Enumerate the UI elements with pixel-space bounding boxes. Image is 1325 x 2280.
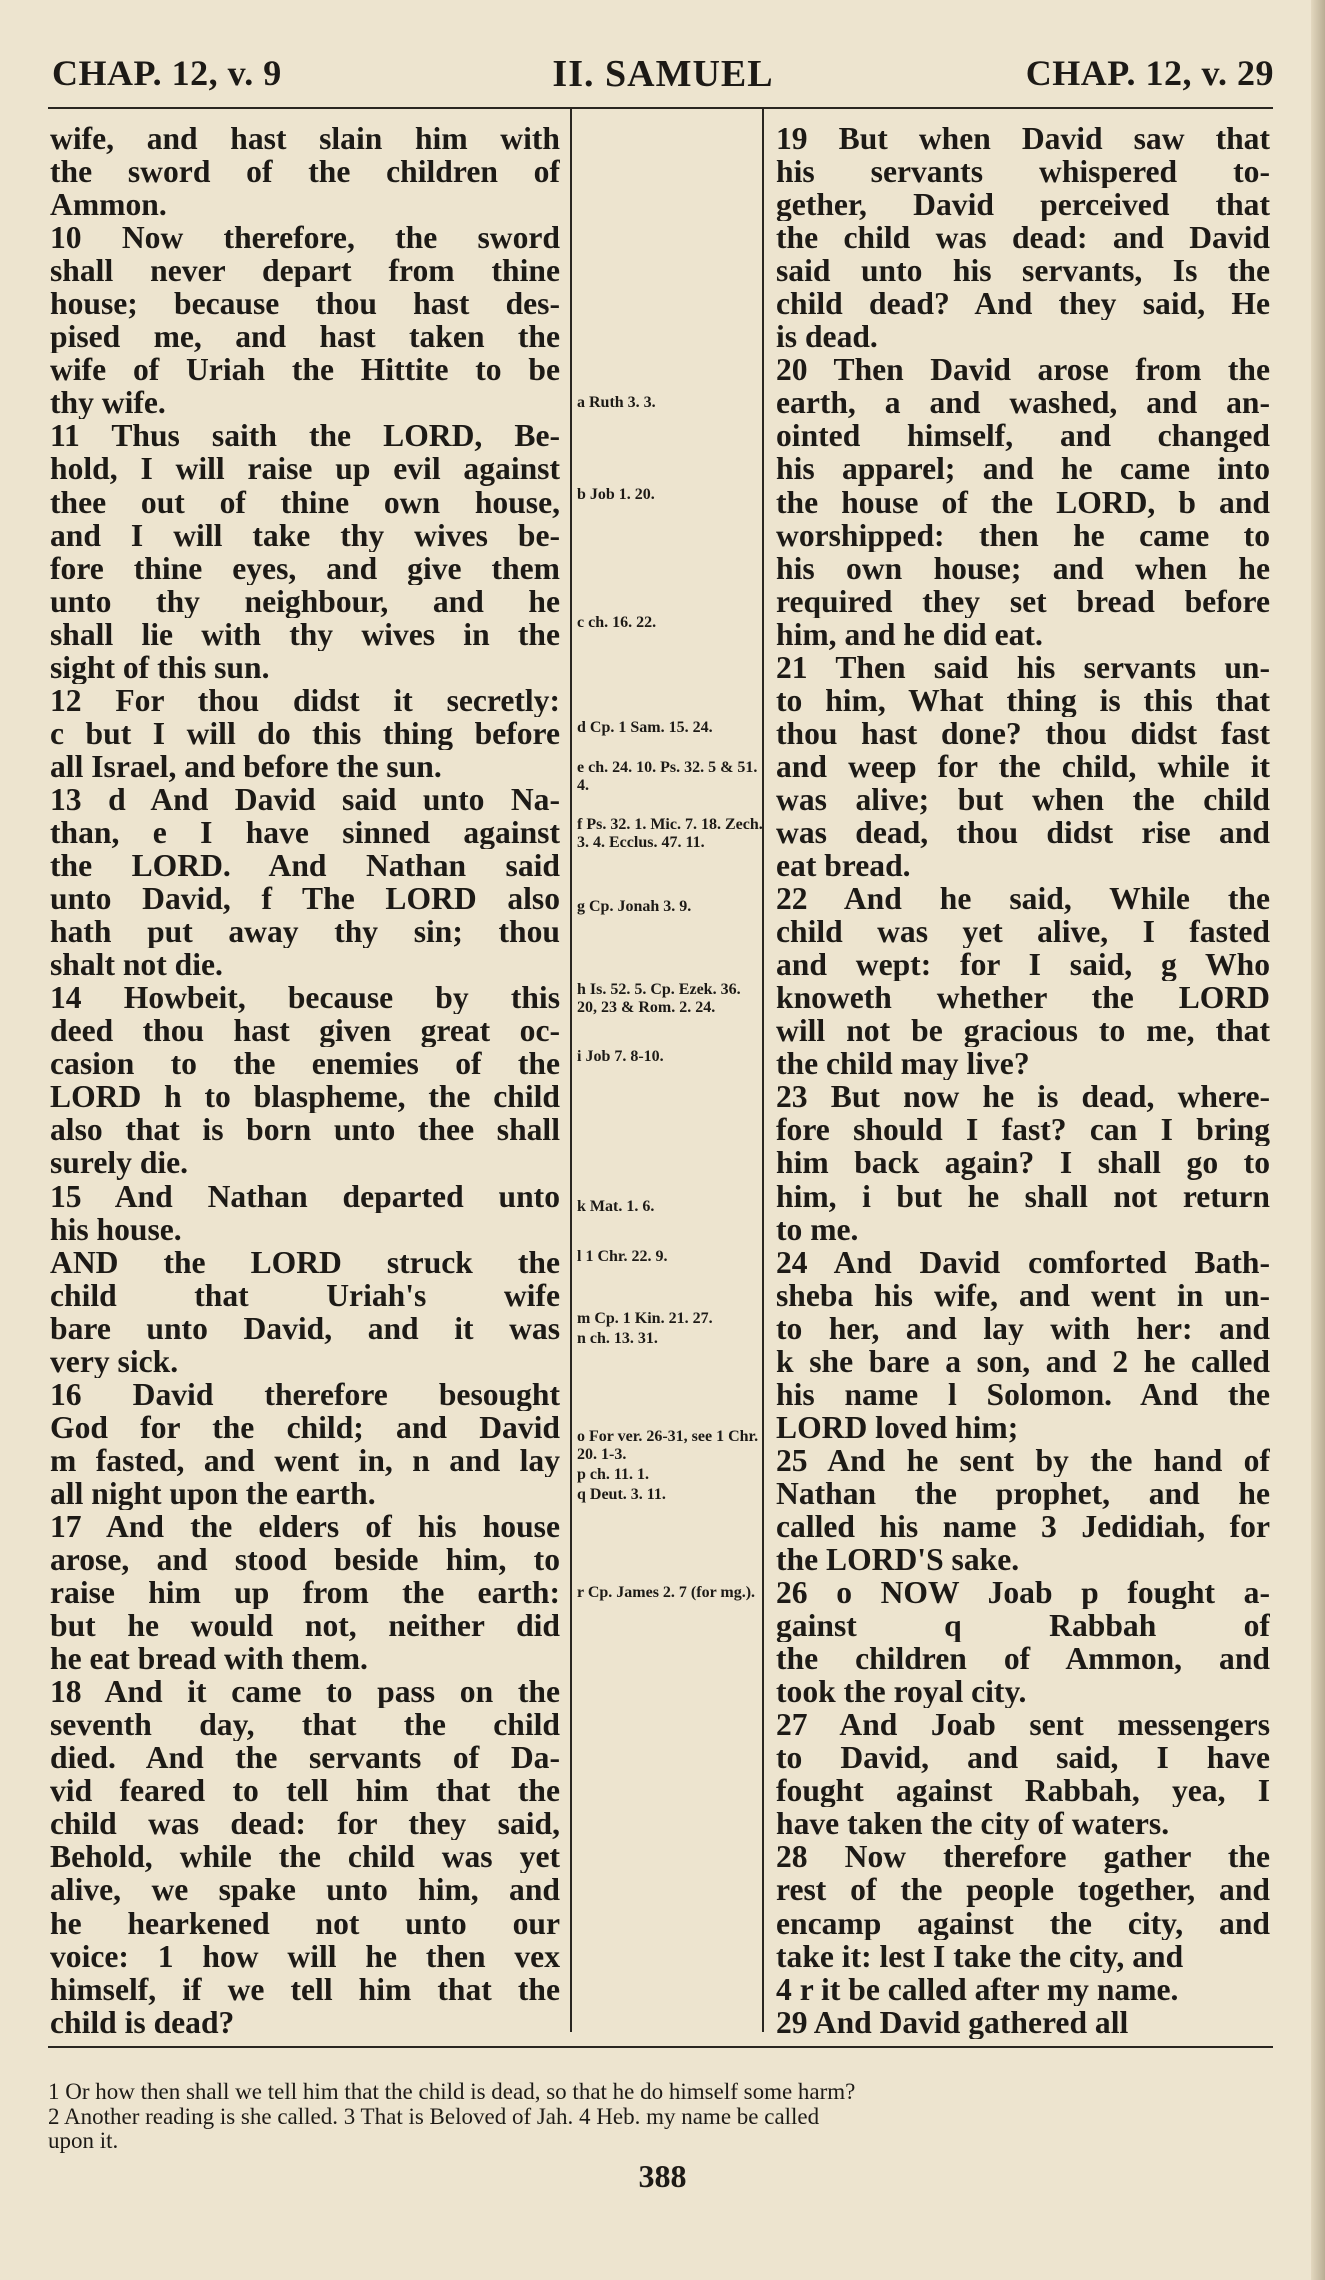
left-column-line: child that Uriah's wife [50,1278,560,1312]
cross-reference: f Ps. 32. 1. Mic. 7. 18. Zech. 3. 4. Ecclus. 47. 11. [577,816,763,851]
right-column-line: take it: lest I take the city, and [776,1939,1184,1973]
left-column-line: deed thou hast given great oc- [50,1014,560,1048]
left-column-line: LORD h to blaspheme, the child [50,1080,560,1114]
right-column-line: gether, David perceived that [776,188,1270,222]
cross-reference: r Cp. James 2. 7 (for mg.). [577,1584,756,1601]
right-column-line: was alive; but when the child [776,782,1270,816]
right-column-line: have taken the city of waters. [776,1807,1170,1841]
right-column-line: rest of the people together, and [776,1873,1270,1907]
page-edge [1311,0,1325,2280]
footnote-rule [48,2046,1273,2048]
right-column-line: child was yet alive, I fasted [776,915,1270,949]
right-column-line: is dead. [776,320,878,354]
cross-reference: a Ruth 3. 3. [577,394,656,411]
footnote-line: upon it. [48,2128,119,2153]
right-column-line: 24 And David comforted Bath- [776,1245,1270,1279]
left-column-line: 11 Thus saith the LORD, Be- [50,419,560,453]
left-column-line: wife, and hast slain him with [50,122,560,156]
left-column-line: 15 And Nathan departed unto [50,1179,560,1213]
left-column-line: sight of this sun. [50,650,270,684]
left-column-line: AND the LORD struck the [50,1245,560,1279]
right-column-line: earth, a and washed, and an- [776,386,1270,420]
left-column-line: also that is born unto thee shall [50,1113,560,1147]
right-column-line: child dead? And they said, He [776,287,1270,321]
left-column-line: fore thine eyes, and give them [50,551,560,585]
left-column-line: died. And the servants of Da- [50,1741,560,1775]
right-column-line: ointed himself, and changed [776,419,1270,453]
left-column-line: child is dead? [50,2005,235,2039]
left-column-line: hold, I will raise up evil against [50,452,560,486]
left-column-line: voice: 1 how will he then vex [50,1939,560,1973]
left-column-line: God for the child; and David [50,1410,560,1444]
right-column-line: the child was dead: and David [776,221,1270,255]
cross-reference: h Is. 52. 5. Cp. Ezek. 36. 20, 23 & Rom. 2. 24. [577,981,741,1016]
right-column-line: 21 Then said his servants un- [776,650,1270,684]
running-header [52,52,1274,98]
left-column-line: thy wife. [50,386,166,420]
left-column-line: c but I will do this thing before [50,716,560,750]
right-column-line: gainst q Rabbah of [776,1609,1270,1643]
left-column-line: raise him up from the earth: [50,1576,560,1610]
right-column-line: knoweth whether the LORD [776,981,1270,1015]
left-column-line: 10 Now therefore, the sword [50,221,560,255]
left-column-line: seventh day, that the child [50,1708,560,1742]
left-column-line: he eat bread with them. [50,1642,368,1676]
right-column-line: 26 o NOW Joab p fought a- [776,1576,1270,1610]
left-column-line: unto David, f The LORD also [50,882,560,916]
left-column-line: house; because thou hast des- [50,287,560,321]
page-number: 388 [638,2158,687,2194]
right-column-line: and weep for the child, while it [776,749,1270,783]
right-column-line: k she bare a son, and 2 he called [776,1344,1270,1378]
header-chapter-end: CHAP. 12, v. 29 [1025,53,1274,93]
left-column-line: shall never depart from thine [50,254,560,288]
right-column-line: will not be gracious to me, that [776,1014,1270,1048]
left-column-line: alive, we spake unto him, and [50,1873,560,1907]
cross-reference: o For ver. 26-31, see 1 Chr. 20. 1-3. [577,1428,759,1463]
right-column-line: called his name 3 Jedidiah, for [776,1509,1270,1544]
header-rule [48,107,1273,109]
cross-reference: n ch. 13. 31. [577,1330,658,1347]
cross-reference: k Mat. 1. 6. [577,1198,655,1215]
left-column-line: surely die. [50,1146,189,1180]
left-column-line: 17 And the elders of his house [50,1509,560,1544]
left-column-line: 16 David therefore besought [50,1377,560,1411]
cross-reference: q Deut. 3. 11. [577,1486,666,1503]
right-column-line: 28 Now therefore gather the [776,1840,1270,1874]
right-column-line: his own house; and when he [776,551,1270,585]
left-column-line: 18 And it came to pass on the [50,1675,560,1709]
left-column-line: vid feared to tell him that the [50,1774,560,1808]
right-column-line: took the royal city. [776,1675,1027,1709]
right-column-line: the child may live? [776,1047,1030,1081]
footnotes [48,2080,1273,2154]
right-column-line: his name l Solomon. And the [776,1377,1270,1411]
left-column-line: m fasted, and went in, n and lay [50,1443,560,1477]
left-column-line: shalt not die. [50,948,223,982]
left-column-line: but he would not, neither did [50,1609,560,1643]
right-column-line: him, and he did eat. [776,617,1043,651]
right-column-line: sheba his wife, and went in un- [776,1278,1270,1312]
right-column-line: said unto his servants, Is the [776,254,1270,288]
right-column-line: eat bread. [776,849,911,883]
left-column-line: than, e I have sinned against [50,815,560,850]
right-column-line: the house of the LORD, b and [776,485,1270,519]
cross-reference: d Cp. 1 Sam. 15. 24. [577,719,713,736]
left-column-line: his house. [50,1212,182,1246]
column-divider-left [570,108,572,2032]
left-column-line: himself, if we tell him that the [50,1972,560,2006]
left-column-line: he hearkened not unto our [50,1906,560,1940]
left-column-line: 12 For thou didst it secretly: [50,683,560,717]
cross-reference: e ch. 24. 10. Ps. 32. 5 & 51. 4. [577,759,758,794]
left-column-line: hath put away thy sin; thou [50,915,560,949]
right-column-line: Nathan the prophet, and he [776,1476,1270,1510]
left-column-line: Ammon. [50,188,167,222]
right-column-line: encamp against the city, and [776,1906,1270,1940]
header-book-title: II. SAMUEL [552,53,774,95]
right-column-line: fore should I fast? can I bring [776,1113,1270,1147]
footnote-line: 1 Or how then shall we tell him that the child is dead, so that he do himself some harm? [48,2079,856,2104]
left-column-line: the LORD. And Nathan said [50,849,560,883]
header-chapter-start: CHAP. 12, v. 9 [52,53,282,93]
left-column-line: unto thy neighbour, and he [50,584,560,618]
right-column-line: to her, and lay with her: and [776,1311,1270,1345]
right-column-line: him, i but he shall not return [776,1179,1270,1213]
footnote-line: 2 Another reading is she called. 3 That is Beloved of Jah. 4 Heb. my name be called [48,2103,820,2129]
cross-reference: p ch. 11. 1. [577,1466,650,1483]
left-column-line: casion to the enemies of the [50,1047,560,1081]
right-column-line: his servants whispered to- [776,155,1270,189]
left-column-line: 13 d And David said unto Na- [50,782,560,816]
left-column-line: and I will take thy wives be- [50,518,560,552]
cross-reference: g Cp. Jonah 3. 9. [577,898,692,915]
left-column-line: child was dead: for they said, [50,1807,560,1841]
right-column-line: 19 But when David saw that [776,122,1270,156]
right-column-line: worshipped: then he came to [776,518,1270,552]
right-column-line: fought against Rabbah, yea, I [776,1774,1270,1808]
right-column-line: to him, What thing is this that [776,683,1270,717]
text-column-right [776,122,1270,2039]
left-column-line: all night upon the earth. [50,1476,376,1510]
right-column-line: 29 And David gathered all [776,2005,1129,2039]
right-column-line: 25 And he sent by the hand of [776,1443,1270,1477]
right-column-line: and wept: for I said, g Who [776,948,1270,982]
left-column-line: arose, and stood beside him, to [50,1543,560,1577]
cross-reference: c ch. 16. 22. [577,614,657,631]
right-column-line: 22 And he said, While the [776,882,1270,916]
right-column-line: 4 r it be called after my name. [776,1972,1179,2006]
cross-reference-column [577,122,763,2032]
right-column-line: required they set bread before [776,584,1270,618]
cross-reference: b Job 1. 20. [577,486,655,503]
cross-reference: i Job 7. 8-10. [577,1048,664,1065]
right-column-line: 20 Then David arose from the [776,353,1270,387]
right-column-line: LORD loved him; [776,1410,1019,1444]
left-column-line: the sword of the children of [50,155,560,189]
left-column-line: wife of Uriah the Hittite to be [50,353,560,387]
left-column-line: all Israel, and before the sun. [50,749,442,783]
left-column-line: very sick. [50,1344,179,1378]
cross-reference: l 1 Chr. 22. 9. [577,1248,668,1265]
left-column-line: 14 Howbeit, because by this [50,981,560,1015]
right-column-line: thou hast done? thou didst fast [776,716,1270,750]
right-column-line: the children of Ammon, and [776,1642,1270,1676]
right-column-line: 23 But now he is dead, where- [776,1080,1270,1114]
right-column-line: to me. [776,1212,859,1246]
left-column-line: thee out of thine own house, [50,485,560,519]
left-column-line: bare unto David, and it was [50,1311,560,1345]
text-column-left [50,122,560,2039]
right-column-line: to David, and said, I have [776,1741,1270,1775]
right-column-line: him back again? I shall go to [776,1146,1270,1180]
right-column-line: the LORD'S sake. [776,1543,1020,1577]
right-column-line: 27 And Joab sent messengers [776,1708,1270,1742]
left-column-line: pised me, and hast taken the [50,320,560,354]
left-column-line: Behold, while the child was yet [50,1840,560,1874]
right-column-line: was dead, thou didst rise and [776,815,1270,850]
cross-reference: m Cp. 1 Kin. 21. 27. [577,1310,713,1327]
left-column-line: shall lie with thy wives in the [50,617,560,651]
right-column-line: his apparel; and he came into [776,452,1270,486]
